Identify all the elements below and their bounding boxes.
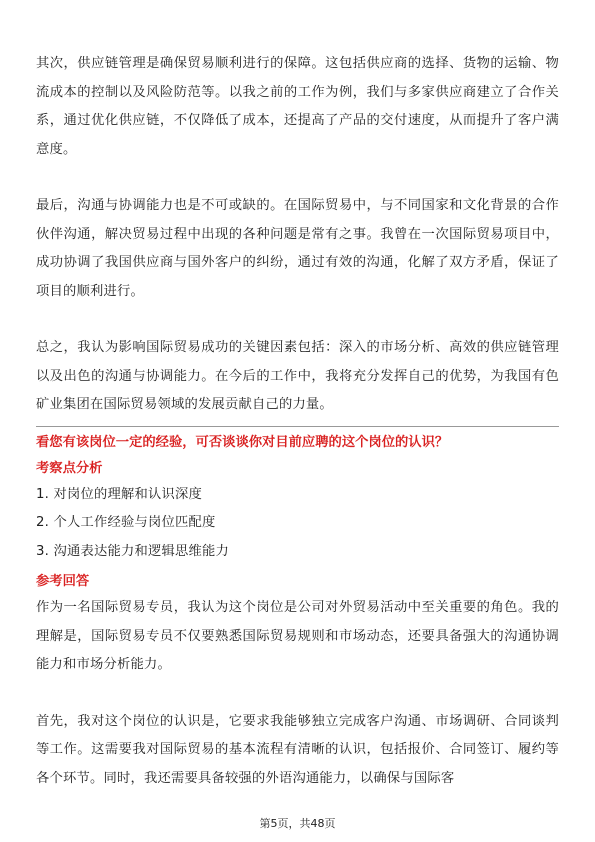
list-item: 1. 对岗位的理解和认识深度 xyxy=(36,486,202,502)
paragraph-conclusion: 总之，我认为影响国际贸易成功的关键因素包括：深入的市场分析、高效的供应链管理以及出色的沟通与协调能力。在今后的工作中，我将充分发挥自己的优势，为我国有色矿业集团在国际贸易领域的发展贡献自己的力量。 xyxy=(36,340,559,412)
list-item: 3. 沟通表达能力和逻辑思维能力 xyxy=(36,543,229,559)
interview-question: 看您有该岗位一定的经验，可否谈谈你对目前应聘的这个岗位的认识？ xyxy=(36,434,449,450)
page-number-footer: 第5页，共48页 xyxy=(259,817,336,830)
paragraph-supply-chain: 其次，供应链管理是确保贸易顺利进行的保障。这包括供应商的选择、货物的运输、物流成本的控制以及风险防范等。以我之前的工作为例，我们与多家供应商建立了合作关系，通过优化供应链，不仅降低了成本，还提高了产品的交付速度，从而提升了客户满意度。 xyxy=(36,56,559,157)
answer-paragraph-first: 首先，我对这个岗位的认识是，它要求我能够独立完成客户沟通、市场调研、合同谈判等工作。这需要我对国际贸易的基本流程有清晰的认识，包括报价、合同签订、履约等各个环节。同时，我还需要具备较强的外语沟通能力，以确保与国际客 xyxy=(36,713,559,786)
analysis-label: 考察点分析 xyxy=(36,460,103,476)
paragraph-gap xyxy=(36,306,559,334)
answer-label: 参考回答 xyxy=(36,574,90,589)
answer-paragraph-intro: 作为一名国际贸易专员，我认为这个岗位是公司对外贸易活动中至关重要的角色。我的理解是，国际贸易专员不仅要熟悉国际贸易规则和市场动态，还要具备强大的沟通协调能力和市场分析能力。 xyxy=(36,600,559,672)
section-divider xyxy=(36,426,559,427)
analysis-list xyxy=(36,481,559,567)
list-item: 2. 个人工作经验与岗位匹配度 xyxy=(36,515,216,530)
paragraph-gap xyxy=(36,680,559,708)
paragraph-gap xyxy=(36,164,559,192)
paragraph-communication: 最后，沟通与协调能力也是不可或缺的。在国际贸易中，与不同国家和文化背景的合作伙伴沟通，解决贸易过程中出现的各种问题是常有之事。我曾在一次国际贸易项目中，成功协调了我国供应商与国外客户的纠纷，通过有效的沟通，化解了双方矛盾，保证了项目的顺利进行。 xyxy=(36,198,559,299)
